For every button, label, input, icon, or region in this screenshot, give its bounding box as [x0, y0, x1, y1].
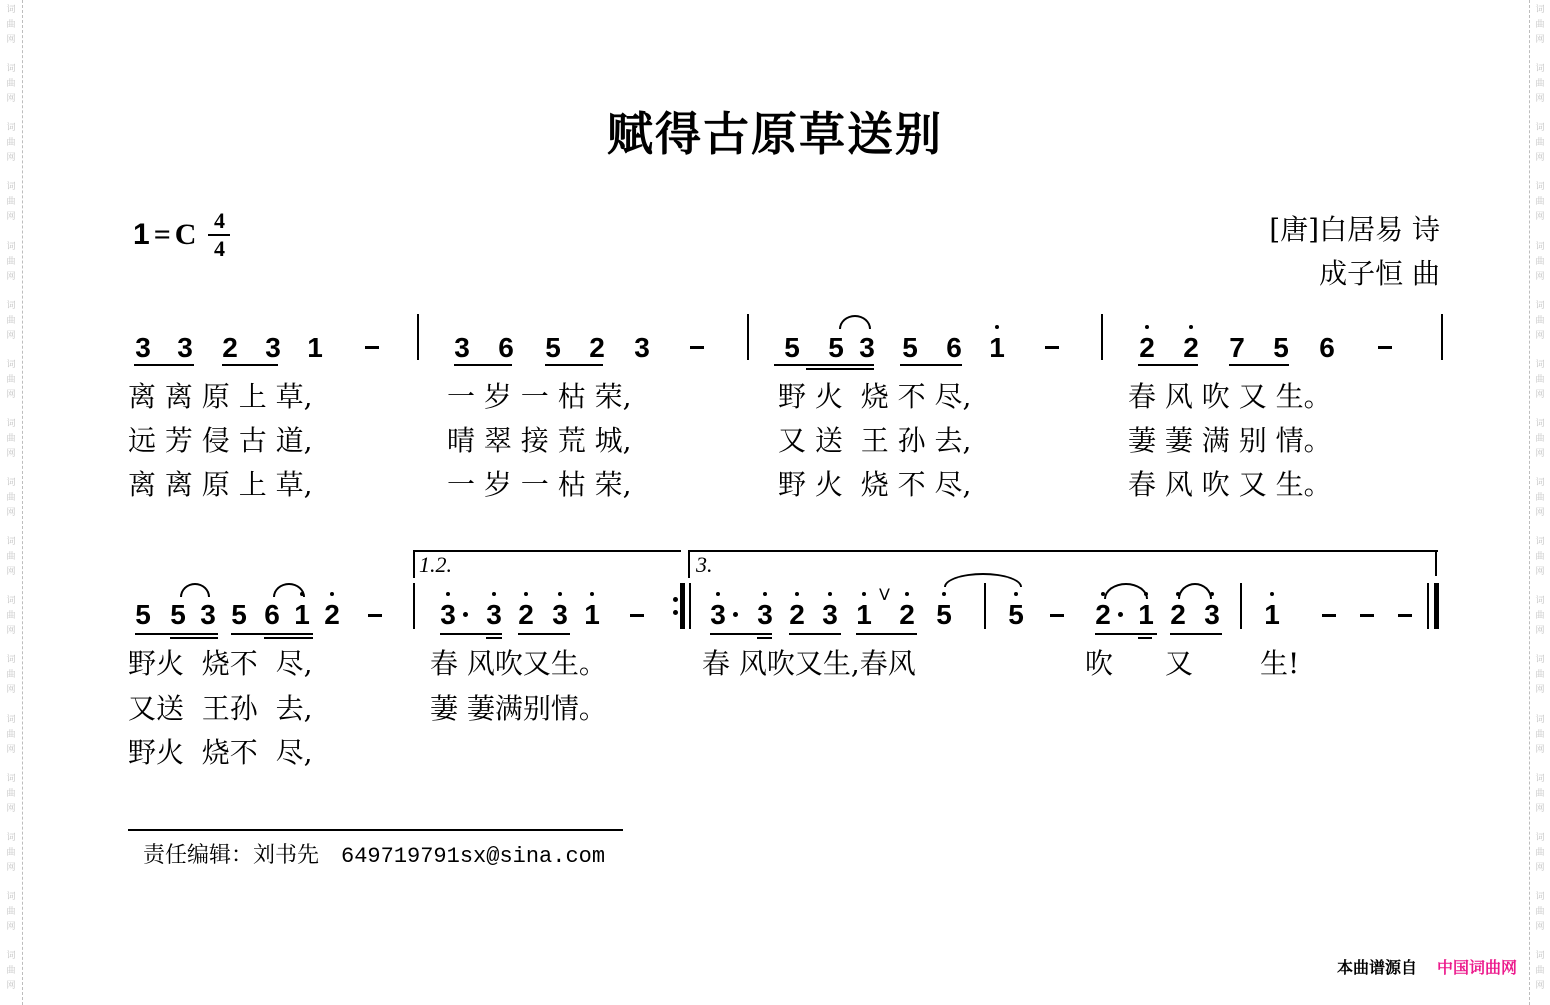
watermark-char: 网	[1535, 803, 1545, 814]
note-1: 1	[307, 332, 323, 363]
watermark-char: 网	[6, 567, 16, 578]
note-1-high: 1	[1262, 601, 1282, 629]
watermark-char: 曲	[6, 788, 16, 799]
watermark-char: 曲	[6, 433, 16, 444]
watermark-char: 词	[1535, 537, 1545, 548]
score-title: 赋得古原草送别	[607, 107, 943, 161]
high-octave-dot	[1270, 592, 1274, 596]
watermark-char: 曲	[1535, 20, 1545, 30]
lyric-verse-1: 生!	[1260, 647, 1300, 680]
time-denominator: 4	[213, 236, 225, 261]
volta-bracket-1	[413, 550, 681, 578]
composer-credit: 成子恒 曲	[1319, 257, 1440, 290]
watermark-char: 词	[6, 951, 16, 961]
high-octave-dot	[300, 592, 304, 596]
note-6: 6	[264, 599, 280, 630]
watermark-char: 网	[6, 448, 16, 459]
watermark-char: 词	[6, 537, 16, 548]
watermark-char: 词	[1535, 182, 1545, 193]
note-5: 5	[135, 599, 151, 630]
beam	[454, 364, 512, 366]
watermark-char: 曲	[6, 374, 16, 385]
watermark-group	[6, 535, 15, 591]
watermark-char: 网	[6, 153, 16, 164]
watermark-group	[6, 890, 15, 946]
watermark-group	[1535, 358, 1544, 414]
slur	[839, 315, 871, 329]
note-3: 3	[859, 332, 875, 363]
note-2: 2	[589, 332, 605, 363]
lyric-verse-1: 野 火 烧 不 尽,	[778, 380, 972, 413]
watermark-char: 曲	[6, 552, 16, 563]
note-5: 5	[231, 599, 247, 630]
watermark-char: 曲	[1535, 906, 1545, 917]
beam	[518, 633, 570, 635]
watermark-group	[1535, 3, 1544, 59]
watermark-char: 网	[1535, 508, 1545, 518]
watermark-char: 词	[1535, 64, 1545, 75]
watermark-char: 曲	[1535, 670, 1545, 681]
beam	[710, 633, 772, 635]
high-octave-dot	[1101, 592, 1105, 596]
credits	[1269, 208, 1440, 296]
beam	[774, 364, 874, 366]
watermark-char: 网	[6, 35, 16, 45]
watermark-char: 词	[6, 655, 16, 666]
watermark-char: 词	[1535, 596, 1545, 607]
beam	[134, 364, 194, 366]
watermark-char: 网	[6, 685, 16, 696]
watermark-char: 词	[6, 300, 16, 311]
barline	[1240, 583, 1242, 629]
beam-16th	[1138, 637, 1152, 639]
high-octave-dot	[795, 592, 799, 596]
barline	[984, 583, 986, 629]
watermark-char: 曲	[1535, 611, 1545, 622]
note-2-high: 2	[1093, 601, 1113, 629]
note-3-high: 3	[438, 601, 458, 629]
sustain-dash	[1378, 346, 1392, 349]
watermark-char: 词	[6, 773, 16, 784]
augmentation-dot	[1118, 612, 1123, 617]
beam-16th	[806, 368, 874, 370]
note-2-high: 2	[322, 601, 342, 629]
note-1-high: 1	[1136, 601, 1156, 629]
barline	[747, 314, 749, 360]
sustain-dash	[365, 346, 379, 349]
watermark-group	[6, 240, 15, 296]
watermark-char: 词	[1535, 241, 1545, 252]
source-label: 本曲谱源自	[1336, 958, 1417, 977]
watermark-group	[1535, 535, 1544, 591]
note-5-high: 5	[934, 601, 954, 629]
lyric-verse-1: 春 风吹又生,春风	[702, 647, 916, 680]
note-1-high: 1	[292, 601, 312, 629]
volta-bracket-3	[688, 550, 1438, 578]
watermark-char: 网	[6, 803, 16, 814]
volta-label-1: 1.2.	[419, 552, 452, 577]
watermark-group	[6, 831, 15, 887]
watermark-char: 词	[1535, 478, 1545, 488]
lyric-verse-2: 萋 萋满别情。	[430, 692, 607, 725]
watermark-group	[1535, 299, 1544, 355]
note-3: 3	[634, 332, 650, 363]
beam	[231, 633, 313, 635]
high-octave-dot	[590, 592, 594, 596]
sustain-dash	[1360, 614, 1374, 617]
watermark-char: 网	[6, 212, 16, 223]
watermark-char: 词	[1535, 359, 1545, 370]
watermark-group	[1535, 180, 1544, 236]
watermark-char: 网	[1535, 921, 1545, 932]
note-3: 3	[200, 599, 216, 630]
watermark-char: 网	[1535, 448, 1545, 459]
watermark-char: 词	[1535, 655, 1545, 666]
watermark-char: 曲	[1535, 79, 1545, 90]
high-octave-dot	[862, 592, 866, 596]
high-octave-dot	[1144, 592, 1148, 596]
watermark-group	[6, 713, 15, 769]
note-1-high: 1	[987, 334, 1007, 362]
watermark-group	[6, 949, 15, 1005]
lyric-verse-1: 离 离 原 上 草,	[128, 380, 313, 413]
lyric-verse-3: 离 离 原 上 草,	[128, 468, 313, 501]
watermark-char: 网	[1535, 981, 1545, 991]
high-octave-dot	[763, 592, 767, 596]
watermark-char: 网	[1535, 744, 1545, 755]
lyric-verse-3: 野 火 烧 不 尽,	[778, 468, 972, 501]
high-octave-dot	[1210, 592, 1214, 596]
beam-16th	[264, 637, 313, 639]
note-5: 5	[1273, 332, 1289, 363]
beam	[135, 633, 218, 635]
note-3: 3	[265, 332, 281, 363]
watermark-char: 曲	[6, 138, 16, 149]
watermark-char: 词	[6, 5, 16, 15]
watermark-group	[1535, 240, 1544, 296]
note-3: 3	[454, 332, 470, 363]
high-octave-dot	[330, 592, 334, 596]
watermark-char: 曲	[6, 256, 16, 267]
watermark-char: 词	[6, 418, 16, 429]
watermark-char: 曲	[1535, 729, 1545, 740]
watermark-group	[1535, 476, 1544, 532]
lyric-verse-2: 又送 王孙 去,	[128, 692, 313, 725]
note-2-high: 2	[1181, 334, 1201, 362]
beam	[789, 633, 841, 635]
key-one: 1	[133, 218, 150, 251]
final-barline-thin	[1427, 583, 1429, 629]
repeat-dot	[673, 597, 678, 602]
high-octave-dot	[492, 592, 496, 596]
watermark-char: 词	[1535, 123, 1545, 134]
watermark-group	[1535, 831, 1544, 887]
barline	[417, 314, 419, 360]
watermark-char: 网	[6, 271, 16, 282]
beam	[440, 633, 502, 635]
volta-label-3: 3.	[696, 552, 713, 577]
augmentation-dot	[733, 612, 738, 617]
beam	[1170, 633, 1222, 635]
watermark-char: 曲	[6, 20, 16, 30]
lyric-verse-2: 晴 翠 接 荒 城,	[447, 424, 632, 457]
augmentation-dot	[463, 612, 468, 617]
note-2-high: 2	[516, 601, 536, 629]
beam	[222, 364, 278, 366]
lyric-verse-3: 一 岁 一 枯 荣,	[447, 468, 632, 501]
watermark-char: 网	[1535, 94, 1545, 105]
watermark-char: 词	[1535, 300, 1545, 311]
watermark-char: 曲	[6, 670, 16, 681]
high-octave-dot	[558, 592, 562, 596]
watermark-char: 曲	[1535, 256, 1545, 267]
sustain-dash	[1050, 614, 1064, 617]
lyric-verse-3: 野火 烧不 尽,	[128, 736, 313, 769]
slur	[1178, 583, 1212, 599]
watermark-char: 词	[1535, 5, 1545, 15]
watermark-char: 曲	[1535, 315, 1545, 326]
watermark-char: 曲	[6, 966, 16, 976]
key-equals: =	[153, 218, 171, 251]
source-site-link[interactable]: 中国词曲网	[1436, 958, 1517, 977]
sustain-dash	[1045, 346, 1059, 349]
watermark-char: 曲	[6, 729, 16, 740]
sustain-dash	[1322, 614, 1336, 617]
high-octave-dot	[524, 592, 528, 596]
note-1-high: 1	[582, 601, 602, 629]
watermark-char: 曲	[6, 197, 16, 208]
editor-email: 649719791sx@sina.com	[341, 844, 606, 869]
note-3-high: 3	[820, 601, 840, 629]
watermark-char: 词	[1535, 951, 1545, 961]
watermark-group	[6, 653, 15, 709]
watermark-char: 曲	[1535, 847, 1545, 858]
watermark-group	[1535, 949, 1544, 1005]
watermark-char: 词	[6, 478, 16, 488]
time-signature	[208, 210, 230, 260]
watermark-char: 网	[1535, 153, 1545, 164]
repeat-end-thin	[689, 583, 691, 629]
note-3-high: 3	[1202, 601, 1222, 629]
watermark-group	[6, 772, 15, 828]
watermark-char: 网	[1535, 567, 1545, 578]
key-tonic: C	[174, 218, 197, 251]
watermark-char: 词	[1535, 832, 1545, 843]
note-2-high: 2	[787, 601, 807, 629]
barline	[413, 583, 415, 629]
beam	[1138, 364, 1198, 366]
watermark-group	[6, 417, 15, 473]
watermark-char: 曲	[6, 79, 16, 90]
watermark-char: 网	[1535, 271, 1545, 282]
lyric-verse-3: 春 风 吹 又 生。	[1128, 468, 1332, 501]
high-octave-dot	[905, 592, 909, 596]
note-3-high: 3	[484, 601, 504, 629]
editor-rule	[128, 829, 623, 831]
watermark-char: 网	[6, 921, 16, 932]
note-1-high: 1	[854, 601, 874, 629]
note-7: 7	[1229, 332, 1245, 363]
source-credit	[1337, 955, 1517, 978]
lyric-verse-1: 又	[1165, 647, 1194, 680]
repeat-end-barline	[680, 583, 685, 629]
watermark-char: 词	[6, 596, 16, 607]
lyric-verse-2: 萋 萋 满 别 情。	[1128, 424, 1332, 457]
lyric-verse-1: 一 岁 一 枯 荣,	[447, 380, 632, 413]
barline	[1441, 314, 1443, 360]
note-3: 3	[177, 332, 193, 363]
lyric-verse-1: 吹	[1085, 647, 1114, 680]
beam-16th	[170, 637, 218, 639]
watermark-group	[6, 3, 15, 59]
beam	[856, 633, 917, 635]
note-6: 6	[946, 332, 962, 363]
note-5: 5	[828, 332, 844, 363]
watermark-char: 曲	[1535, 788, 1545, 799]
watermark-char: 词	[6, 241, 16, 252]
watermark-char: 网	[1535, 626, 1545, 637]
note-6: 6	[498, 332, 514, 363]
note-6: 6	[1319, 332, 1335, 363]
watermark-group	[1535, 594, 1544, 650]
watermark-char: 网	[1535, 35, 1545, 45]
high-octave-dot	[446, 592, 450, 596]
sustain-dash	[630, 614, 644, 617]
watermark-char: 曲	[1535, 138, 1545, 149]
watermark-char: 曲	[6, 847, 16, 858]
breath-mark: V	[879, 585, 890, 604]
watermark-group	[1535, 772, 1544, 828]
beam	[1095, 633, 1157, 635]
high-octave-dot	[1145, 325, 1149, 329]
watermark-char: 词	[1535, 418, 1545, 429]
note-5: 5	[902, 332, 918, 363]
watermark-group	[1535, 417, 1544, 473]
watermark-char: 网	[1535, 862, 1545, 873]
lyricist-credit: [唐]白居易 诗	[1269, 213, 1440, 246]
watermark-char: 曲	[6, 906, 16, 917]
watermark-group	[6, 358, 15, 414]
note-2-high: 2	[897, 601, 917, 629]
note-3: 3	[135, 332, 151, 363]
sustain-dash	[690, 346, 704, 349]
watermark-char: 网	[1535, 212, 1545, 223]
note-3-high: 3	[755, 601, 775, 629]
high-octave-dot	[942, 592, 946, 596]
key-signature	[133, 210, 230, 260]
volta-end	[1435, 550, 1437, 576]
watermark-group	[6, 594, 15, 650]
beam-16th	[486, 637, 502, 639]
watermark-char: 网	[1535, 330, 1545, 341]
slur	[1104, 583, 1148, 599]
note-2: 2	[222, 332, 238, 363]
watermark-char: 词	[6, 891, 16, 902]
watermark-char: 曲	[1535, 433, 1545, 444]
final-barline-thick	[1434, 583, 1439, 629]
beam-16th	[757, 637, 772, 639]
watermark-char: 词	[1535, 714, 1545, 725]
watermark-char: 曲	[1535, 197, 1545, 208]
watermark-char: 词	[6, 359, 16, 370]
watermark-char: 曲	[1535, 374, 1545, 385]
watermark-char: 曲	[1535, 493, 1545, 503]
watermark-group	[1535, 653, 1544, 709]
repeat-dot	[673, 610, 678, 615]
watermark-char: 网	[6, 94, 16, 105]
barline	[1101, 314, 1103, 360]
watermark-char: 词	[6, 182, 16, 193]
note-5: 5	[545, 332, 561, 363]
high-octave-dot	[1189, 325, 1193, 329]
time-numerator: 4	[213, 208, 225, 233]
lyric-verse-1: 春 风吹又生。	[430, 647, 607, 680]
note-3-high: 3	[708, 601, 728, 629]
beam	[545, 364, 603, 366]
watermark-char: 网	[6, 626, 16, 637]
watermark-char: 网	[6, 862, 16, 873]
sustain-dash	[1398, 614, 1412, 617]
note-5: 5	[170, 599, 186, 630]
watermark-char: 词	[6, 123, 16, 134]
watermark-char: 网	[6, 508, 16, 518]
lyric-verse-1: 春 风 吹 又 生。	[1128, 380, 1332, 413]
lyric-verse-1: 野火 烧不 尽,	[128, 647, 313, 680]
high-octave-dot	[1014, 592, 1018, 596]
sustain-dash	[368, 614, 382, 617]
watermark-char: 词	[1535, 773, 1545, 784]
watermark-group	[1535, 890, 1544, 946]
watermark-char: 网	[6, 981, 16, 991]
note-2-high: 2	[1168, 601, 1188, 629]
watermark-group	[6, 299, 15, 355]
watermark-char: 曲	[6, 611, 16, 622]
lyric-verse-2: 又 送 王 孙 去,	[778, 424, 972, 457]
note-2-high: 2	[1137, 334, 1157, 362]
watermark-char: 曲	[1535, 966, 1545, 976]
editor-credit	[143, 838, 605, 869]
watermark-group	[6, 180, 15, 236]
note-5-high: 5	[1006, 601, 1026, 629]
slur	[180, 583, 210, 597]
watermark-char: 网	[1535, 389, 1545, 400]
watermark-char: 网	[1535, 685, 1545, 696]
watermark-char: 网	[6, 389, 16, 400]
high-octave-dot	[828, 592, 832, 596]
high-octave-dot	[716, 592, 720, 596]
watermark-char: 词	[1535, 891, 1545, 902]
watermark-char: 网	[6, 744, 16, 755]
watermark-char: 曲	[6, 493, 16, 503]
watermark-char: 网	[6, 330, 16, 341]
note-3-high: 3	[550, 601, 570, 629]
lyric-verse-2: 远 芳 侵 古 道,	[128, 424, 313, 457]
watermark-char: 词	[6, 64, 16, 75]
editor-label: 责任编辑：刘书先	[143, 843, 320, 868]
watermark-char: 曲	[6, 315, 16, 326]
beam	[900, 364, 962, 366]
high-octave-dot	[995, 325, 999, 329]
watermark-char: 曲	[1535, 552, 1545, 563]
watermark-char: 词	[6, 714, 16, 725]
watermark-group	[6, 476, 15, 532]
watermark-group	[1535, 713, 1544, 769]
high-octave-dot	[1176, 592, 1180, 596]
note-5: 5	[784, 332, 800, 363]
beam	[1229, 364, 1289, 366]
watermark-char: 词	[6, 832, 16, 843]
